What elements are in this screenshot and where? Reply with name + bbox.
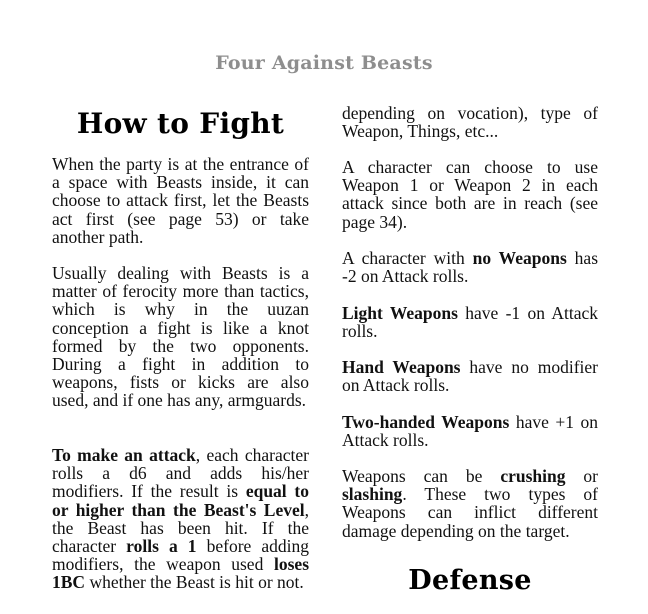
bold-no-weapons: no Weapons (472, 248, 567, 268)
section-heading-how-to-fight: How to Fight (76, 107, 285, 140)
bold-crushing: crushing (500, 466, 566, 486)
bold-hand-weapons: Hand Weapons (342, 357, 461, 377)
text: A character with (342, 248, 473, 268)
paragraph-party-entrance: When the party is at the entrance of a space with Beasts inside, it can choose to attack first, let the Beasts act first (see page 53) or take another path. (52, 154, 309, 247)
bold-make-attack: To make an attack (52, 445, 196, 465)
text: or (565, 466, 598, 486)
bold-slashing: slashing (342, 484, 403, 505)
text: , the Beast has been hit. If the character (52, 499, 309, 557)
paragraph-weapon-choice: A character can choose to use Weapon 1 or Weapon 2 in each attack since both are in reach (see page 34). (342, 157, 598, 232)
paragraph-ferocity: Usually dealing with Beasts is a matter of ferocity more than tactics, which is why in the uuzan conception a fight is like a knot formed by the two opponents. During a fight in addition to weapons, fists or kicks are also used, and if one has any, armguards. (52, 263, 309, 411)
paragraph-two-handed-weapons (342, 413, 598, 449)
bold-loses-1bc: loses 1BC (52, 554, 309, 593)
text: before adding modifiers, the weapon used (52, 536, 309, 575)
text: , each character rolls a d6 and adds his/her modifiers. If the result is (52, 445, 309, 502)
bold-rolls-a-1: rolls a 1 (126, 536, 197, 557)
text: have +1 on Attack rolls. (342, 412, 598, 451)
paragraph-make-attack (52, 446, 309, 592)
paragraph-no-weapons (342, 249, 598, 285)
text: whether the Beast is hit or not. (85, 572, 304, 593)
text: Weapons can be (342, 466, 501, 486)
text: has -2 on Attack rolls. (342, 248, 598, 287)
text: . These two types of Weapons can inflict different damage depending on the target. (342, 484, 598, 541)
bold-light-weapons: Light Weapons (342, 303, 458, 323)
section-heading-defense: Defense (408, 565, 532, 596)
paragraph-continuation: depending on vocation), type of Weapon, Things, etc... (342, 103, 598, 142)
text: have -1 on Attack rolls. (342, 303, 599, 342)
bold-equal-or-higher: equal to or higher than the Beast's Level (52, 481, 309, 520)
bold-two-handed-weapons: Two-handed Weapons (342, 412, 510, 432)
paragraph-crushing-slashing (342, 467, 598, 540)
running-head: Four Against Beasts (215, 52, 433, 74)
paragraph-hand-weapons (342, 358, 598, 394)
text: have no modifier on Attack rolls. (342, 357, 599, 396)
paragraph-light-weapons (342, 304, 598, 340)
